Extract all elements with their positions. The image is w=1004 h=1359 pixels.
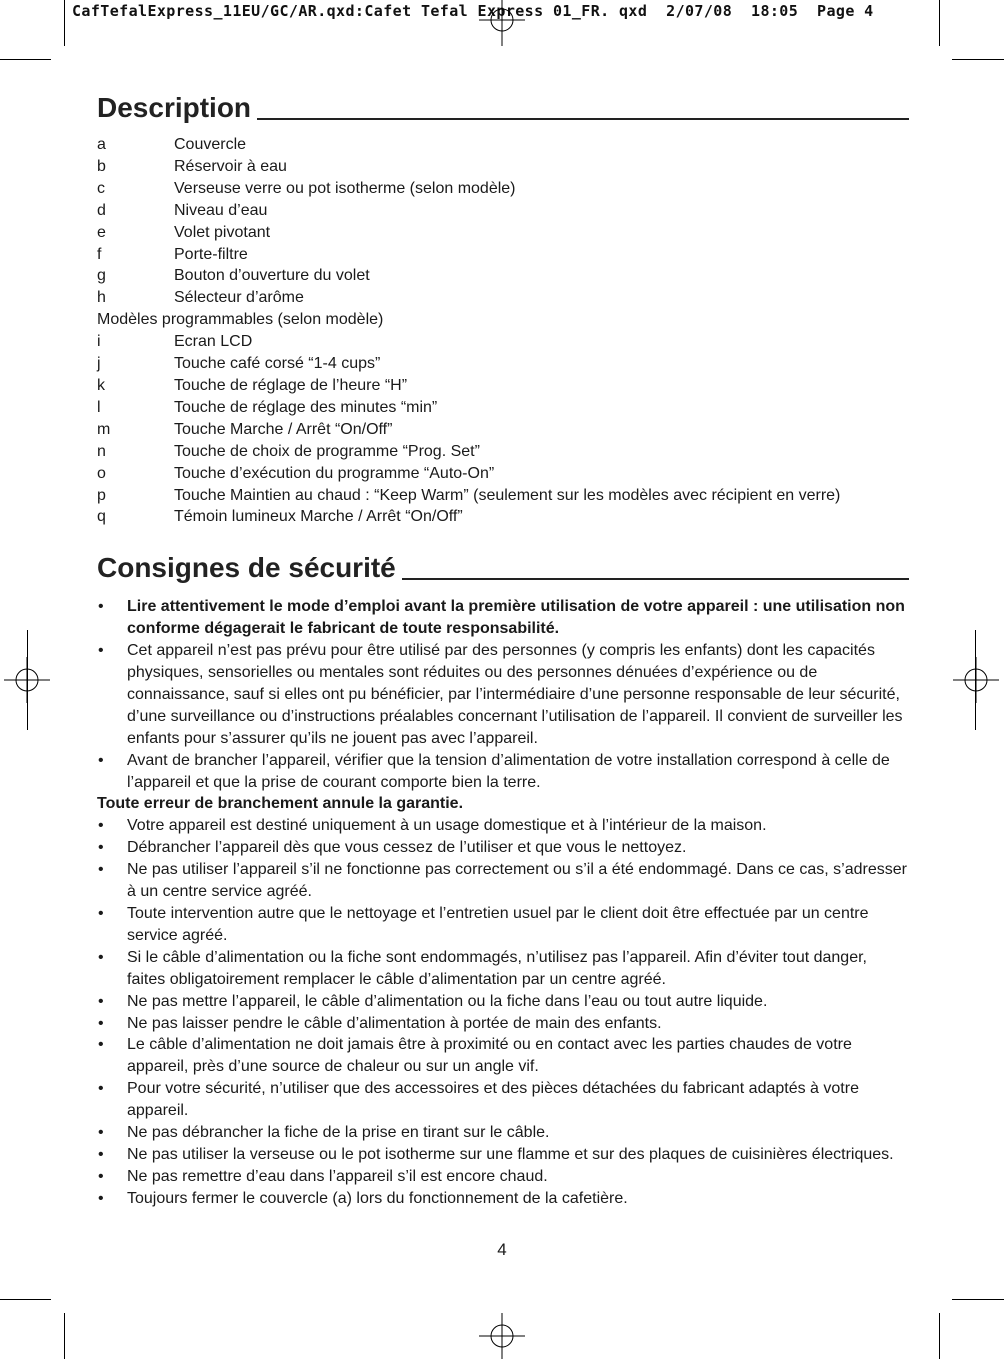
safety-item-text: Cet appareil n’est pas prévu pour être utilisé par des personnes (y compris les enfants) dont les capacités physiques, sensorielles ou mentales sont réduites ou des personnes dénuées d’expérience ou de connaissance, sauf si elles ont pu bénéficier, par l’intermédiaire d’une personne responsable de leur sécurité, d’une surveillance ou d’instructions préalables concernant l’utilisation de l’appareil. Il convient de surveiller les enfants pour s’assurer qu’ils ne jouent pas avec l’appareil. (127, 642, 903, 747)
crop-mark (64, 0, 65, 46)
safety-section-title (97, 548, 909, 588)
description-group-label: Modèles programmables (selon modèle) (97, 311, 384, 329)
description-item-letter: o (97, 464, 106, 482)
registration-mark-icon (479, 1313, 525, 1359)
description-title-text: Description (97, 92, 252, 123)
crop-mark (939, 0, 940, 46)
description-item (97, 331, 909, 353)
description-item-letter: m (97, 420, 111, 438)
description-item (97, 134, 909, 156)
description-item-text: Sélecteur d’arôme (174, 289, 304, 307)
safety-item (97, 903, 909, 947)
safety-item (97, 815, 909, 837)
safety-item (97, 1144, 909, 1166)
crop-mark (939, 1313, 940, 1359)
description-item-text: Touche d’exécution du programme “Auto-On” (174, 464, 495, 482)
safety-item-text: Le câble d’alimentation ne doit jamais être à proximité ou en contact avec les parties chaudes de votre appareil, près d’une source de chaleur ou sur un angle vif. (127, 1036, 852, 1076)
description-item (97, 397, 909, 419)
safety-item-text: Ne pas remettre d’eau dans l’appareil s’il est encore chaud. (127, 1167, 548, 1185)
safety-item-text: Pour votre sécurité, n’utiliser que des accessoires et des pièces détachées du fabricant adaptés à votre appareil. (127, 1080, 859, 1120)
description-item-letter: j (97, 355, 101, 373)
description-item (97, 244, 909, 266)
description-item-letter: l (97, 398, 101, 416)
description-item-text: Touche Maintien au chaud : “Keep Warm” (seulement sur les modèles avec récipient en verre) (174, 486, 841, 504)
description-item-text: Touche Marche / Arrêt “On/Off” (174, 420, 393, 438)
bullet-icon: • (98, 1080, 104, 1098)
description-item-text: Volet pivotant (174, 223, 271, 241)
safety-item-text: Ne pas mettre l’appareil, le câble d’alimentation ou la fiche dans l’eau ou tout autre liquide. (127, 992, 768, 1010)
description-item-letter: k (97, 376, 105, 394)
description-item-text: Porte-filtre (174, 245, 248, 263)
safety-item-text: Votre appareil est destiné uniquement à un usage domestique et à l’intérieur de la maison. (127, 817, 767, 835)
description-item (97, 265, 909, 287)
crop-mark (27, 630, 28, 730)
registration-mark-icon (479, 0, 525, 46)
safety-item (97, 991, 909, 1013)
description-item (97, 375, 909, 397)
safety-item (97, 750, 909, 794)
safety-item-text: Ne pas laisser pendre le câble d’alimentation à portée de main des enfants. (127, 1014, 662, 1032)
safety-item (97, 837, 909, 859)
description-item (97, 506, 909, 528)
page-number: 4 (497, 1240, 507, 1259)
description-item-letter: b (97, 157, 106, 175)
bullet-icon: • (98, 598, 104, 616)
bullet-icon: • (98, 905, 104, 922)
description-item-letter: f (97, 245, 102, 263)
safety-item-text: Si le câble d’alimentation ou la fiche sont endommagés, n’utilisez pas l’appareil. Afin d’éviter tout danger, faites obligatoirement remplacer le câble d’alimentation par un centre agréé. (127, 948, 867, 988)
description-item (97, 222, 909, 244)
description-item (97, 353, 909, 375)
description-item-letter: n (97, 442, 106, 460)
crop-mark (0, 59, 51, 60)
bullet-icon: • (98, 1189, 104, 1207)
safety-item (97, 1166, 909, 1188)
description-item-text: Touche de réglage des minutes “min” (174, 398, 438, 416)
safety-item-text: Ne pas utiliser l’appareil s’il ne fonctionne pas correctement ou s’il a été endommagé. Dans ce cas, s’adresser à un centre service agréé. (127, 861, 907, 901)
description-item (97, 485, 909, 507)
description-item (97, 463, 909, 485)
safety-title-text: Consignes de sécurité (97, 552, 396, 584)
description-item (97, 419, 909, 441)
bullet-icon: • (98, 839, 104, 857)
page-content (97, 88, 909, 1210)
description-item-letter: c (97, 179, 105, 197)
title-rule (257, 118, 909, 120)
crop-mark (975, 630, 976, 730)
description-item (97, 156, 909, 178)
registration-mark-icon (953, 657, 999, 703)
safety-item (97, 947, 909, 991)
safety-item-text: Ne pas débrancher la fiche de la prise en tirant sur le câble. (127, 1124, 550, 1142)
description-item (97, 287, 909, 309)
bullet-icon: • (98, 992, 104, 1010)
description-item-text: Témoin lumineux Marche / Arrêt “On/Off” (174, 508, 463, 526)
bullet-icon: • (98, 948, 104, 966)
description-item-text: Ecran LCD (174, 333, 253, 351)
bullet-icon: • (98, 861, 104, 879)
crop-mark (0, 1299, 51, 1300)
description-item-text: Touche café corsé “1-4 cups” (174, 355, 381, 373)
description-item-letter: p (97, 486, 106, 504)
bullet-icon: • (98, 1124, 104, 1142)
description-item-letter: d (97, 201, 106, 219)
safety-warning: Toute erreur de branchement annule la garantie. (97, 795, 464, 813)
crop-mark (64, 1313, 65, 1359)
description-item-text: Verseuse verre ou pot isotherme (selon modèle) (174, 179, 516, 197)
print-slug-line: CafTefalExpress_11EU/GC/AR.qxd:Cafet Tefal Express 01_FR. qxd 2/07/08 18:05 Page 4 (72, 2, 874, 20)
description-item-text: Réservoir à eau (174, 157, 287, 175)
title-rule (402, 578, 909, 580)
bullet-icon: • (98, 642, 104, 660)
safety-list (97, 596, 909, 1209)
description-item-text: Bouton d’ouverture du volet (174, 267, 370, 285)
safety-item-text: Toujours fermer le couvercle (a) lors du fonctionnement de la cafetière. (127, 1189, 628, 1207)
description-list (97, 134, 909, 528)
description-item-text: Niveau d’eau (174, 201, 268, 219)
safety-item (97, 1034, 909, 1078)
safety-item-text: Ne pas utiliser la verseuse ou le pot isotherme sur une flamme et sur des plaques de cuisinières électriques. (127, 1145, 894, 1163)
bullet-icon: • (98, 1036, 104, 1054)
description-item-letter: h (97, 289, 106, 307)
bullet-icon: • (98, 1014, 104, 1032)
safety-item (97, 596, 909, 640)
safety-item-text: Avant de brancher l’appareil, vérifier que la tension d’alimentation de votre installation correspond à celle de l’appareil et que la prise de courant comporte bien la terre. (127, 751, 890, 791)
bullet-icon: • (98, 751, 104, 769)
bullet-icon: • (98, 817, 104, 835)
safety-item-text: Débrancher l’appareil dès que vous cessez de l’utiliser et que vous le nettoyez. (127, 839, 687, 857)
bullet-icon: • (98, 1167, 104, 1185)
description-item (97, 178, 909, 200)
bullet-icon: • (98, 1145, 104, 1163)
crop-mark (952, 1299, 1004, 1300)
safety-item (97, 1122, 909, 1144)
safety-item (97, 1078, 909, 1122)
description-item-letter: g (97, 267, 106, 285)
crop-mark (952, 59, 1004, 60)
description-item-letter: q (97, 508, 106, 526)
safety-item (97, 1188, 909, 1210)
description-item-text: Touche de réglage de l’heure “H” (174, 376, 408, 394)
safety-item (97, 1013, 909, 1035)
safety-item (97, 859, 909, 903)
description-item-letter: i (97, 333, 101, 351)
description-item (97, 200, 909, 222)
safety-item (97, 640, 909, 750)
description-item-text: Couvercle (174, 136, 247, 153)
description-item-text: Touche de choix de programme “Prog. Set” (174, 442, 480, 460)
safety-item-text: Toute intervention autre que le nettoyage et l’entretien usuel par le client doit être effectuée par un centre service agréé. (127, 905, 869, 944)
description-item-letter: a (97, 136, 106, 153)
safety-item-text: Lire attentivement le mode d’emploi avant la première utilisation de votre appareil : une utilisation non conforme dégagerait le fabricant de toute responsabilité. (127, 598, 905, 638)
description-item (97, 441, 909, 463)
description-section-title (97, 88, 909, 128)
description-item-letter: e (97, 223, 106, 241)
